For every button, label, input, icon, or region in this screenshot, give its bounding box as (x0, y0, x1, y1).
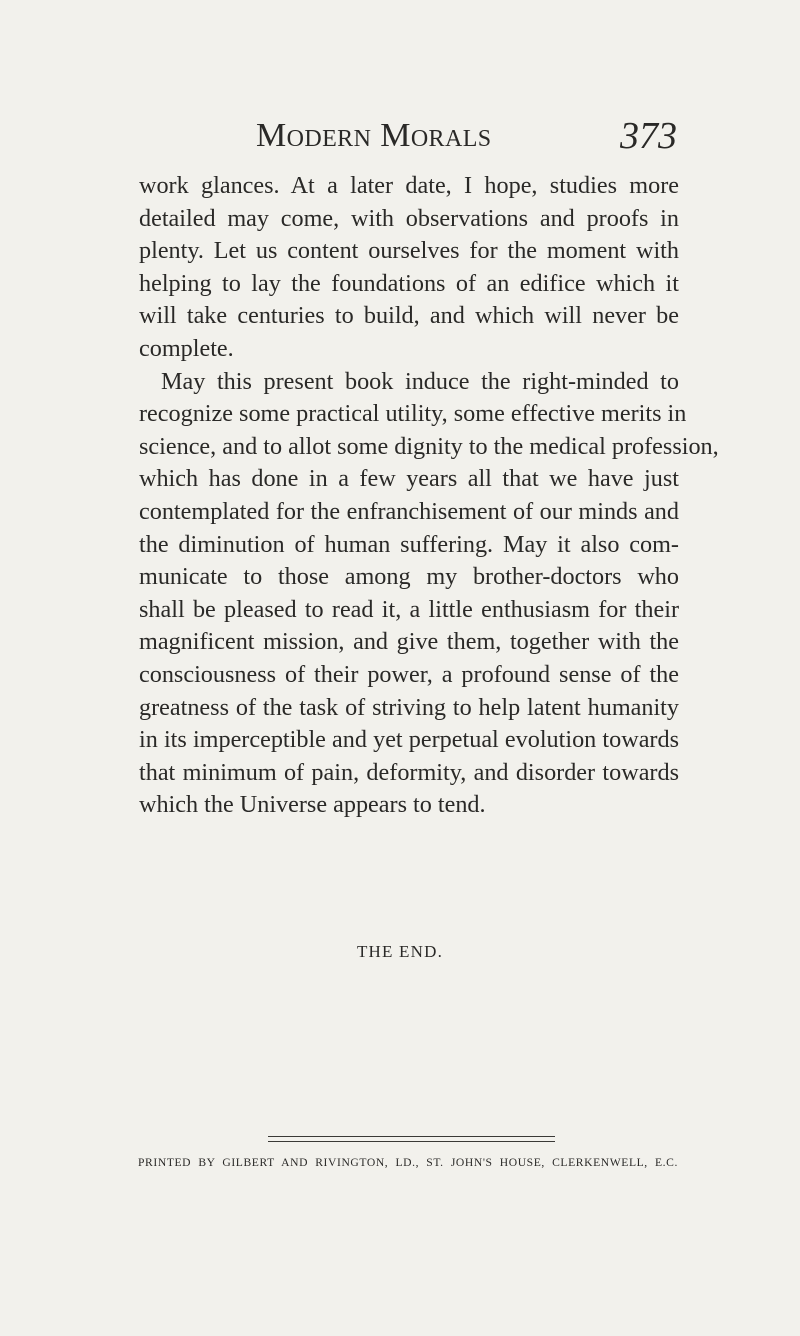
running-header (256, 112, 677, 162)
text-line: in its imperceptible and yet perpetual evolution towards (139, 726, 679, 754)
text-line: consciousness of their power, a profound sense of the (139, 660, 679, 688)
text-line: plenty. Let us content ourselves for the moment with (139, 237, 679, 265)
text-line: science, and to allot some dignity to the medical profession, (139, 432, 719, 460)
the-end-label: THE END. (356, 942, 444, 961)
text-line: contemplated for the enfranchisement of our minds and (139, 497, 679, 525)
text-line: the diminution of human suffering. May it also com- (139, 530, 679, 558)
text-line: will take centuries to build, and which will never be (139, 302, 679, 330)
text-line: which the Universe appears to tend. (139, 791, 486, 819)
body-text (139, 170, 719, 822)
text-line: May this present book induce the right-minded to (161, 367, 679, 395)
page-number: 373 (620, 115, 677, 157)
text-line: greatness of the task of striving to help latent humanity (139, 693, 679, 721)
text-line: helping to lay the foundations of an edifice which it (139, 269, 679, 297)
text-line: which has done in a few years all that we have just (139, 465, 679, 493)
printer-imprint: PRINTED BY GILBERT AND RIVINGTON, LD., ST. JOHN'S HOUSE, CLERKENWELL, E.C. (138, 1156, 678, 1169)
text-line: shall be pleased to read it, a little enthusiasm for their (139, 595, 679, 623)
running-title: Modern Morals (256, 117, 492, 154)
text-line: magnificent mission, and give them, together with the (139, 628, 679, 656)
text-line: detailed may come, with observations and proofs in (139, 204, 679, 232)
text-line: that minimum of pain, deformity, and disorder towards (139, 758, 679, 786)
text-line: recognize some practical utility, some effective merits in (139, 400, 687, 428)
text-line: work glances. At a later date, I hope, studies more (139, 172, 679, 199)
text-line: municate to those among my brother-doctors who (139, 563, 679, 591)
double-rule-divider (268, 1136, 555, 1142)
text-line: complete. (139, 334, 234, 362)
